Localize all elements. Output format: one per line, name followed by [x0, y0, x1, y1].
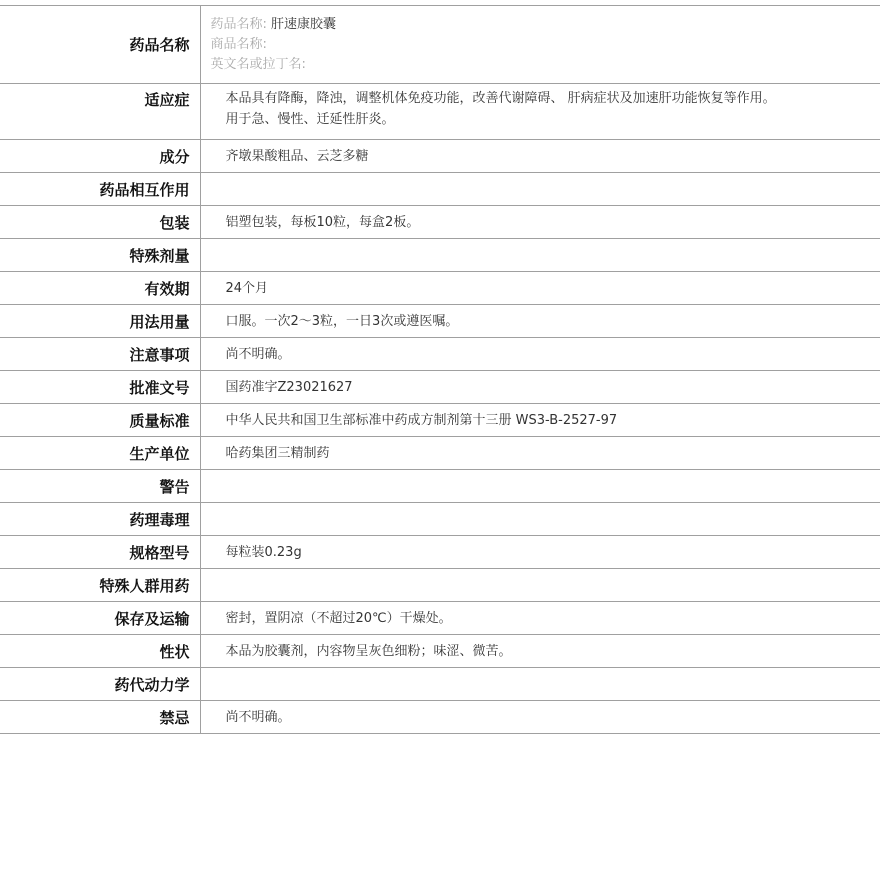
row-packaging: [0, 206, 880, 239]
row-specification: [0, 536, 880, 569]
row-precautions: [0, 338, 880, 371]
row-label: 规格型号: [0, 536, 200, 569]
row-label: 适应症: [0, 84, 200, 140]
row-label: 药品名称: [0, 6, 200, 84]
row-label: 成分: [0, 140, 200, 173]
row-storage: [0, 602, 880, 635]
row-label: 生产单位: [0, 437, 200, 470]
row-special-populations: [0, 569, 880, 602]
row-value: [200, 84, 880, 140]
row-value: 中华人民共和国卫生部标准中药成方制剂第十三册 WS3-B-2527-97: [200, 404, 880, 437]
generic-name-label: 药品名称:: [210, 16, 267, 32]
english-name-line: [211, 55, 880, 75]
row-label: 警告: [0, 470, 200, 503]
row-label: 质量标准: [0, 404, 200, 437]
indication-text: 本品具有降酶，降浊，调整机体免疫功能，改善代谢障碍、 肝病症状及加速肝功能恢复等作用。用于急、慢性、迁延性肝炎。: [225, 91, 776, 127]
row-dosage: [0, 305, 880, 338]
row-label: 药品相互作用: [0, 173, 200, 206]
row-label: 批准文号: [0, 371, 200, 404]
row-pharmacology: [0, 503, 880, 536]
row-label: 特殊人群用药: [0, 569, 200, 602]
row-label: 有效期: [0, 272, 200, 305]
row-warning: [0, 470, 880, 503]
generic-name-line: [211, 15, 880, 35]
row-special-dosage: [0, 239, 880, 272]
row-label: 保存及运输: [0, 602, 200, 635]
row-drug-name: [0, 6, 880, 84]
row-value: [200, 6, 880, 84]
row-value: 铝塑包装，每板10粒，每盒2板。: [200, 206, 880, 239]
row-value: 24个月: [200, 272, 880, 305]
row-value: 尚不明确。: [200, 338, 880, 371]
row-label: 药理毒理: [0, 503, 200, 536]
row-label: 注意事项: [0, 338, 200, 371]
row-label: 药代动力学: [0, 668, 200, 701]
row-label: 禁忌: [0, 701, 200, 734]
row-approval-number: [0, 371, 880, 404]
row-value: 哈药集团三精制药: [200, 437, 880, 470]
row-value: 国药准字Z23021627: [200, 371, 880, 404]
row-value: 尚不明确。: [200, 701, 880, 734]
row-manufacturer: [0, 437, 880, 470]
row-label: 特殊剂量: [0, 239, 200, 272]
row-value: 本品为胶囊剂，内容物呈灰色细粉；味涩、微苦。: [200, 635, 880, 668]
generic-name-value: 肝速康胶囊: [271, 16, 337, 32]
row-value: [200, 668, 880, 701]
row-value: 齐墩果酸粗品、云芝多糖: [200, 140, 880, 173]
row-value: [200, 239, 880, 272]
trade-name-label: 商品名称:: [210, 36, 267, 52]
row-quality-standard: [0, 404, 880, 437]
row-value: 密封，置阴凉（不超过20℃）干燥处。: [200, 602, 880, 635]
row-contraindications: [0, 701, 880, 734]
row-shelf-life: [0, 272, 880, 305]
row-pharmacokinetics: [0, 668, 880, 701]
row-value: 口服。一次2～3粒，一日3次或遵医嘱。: [200, 305, 880, 338]
row-interactions: [0, 173, 880, 206]
row-label: 包装: [0, 206, 200, 239]
row-ingredients: [0, 140, 880, 173]
drug-info-table: [0, 5, 880, 734]
english-name-label: 英文名或拉丁名:: [210, 56, 306, 72]
row-label: 性状: [0, 635, 200, 668]
row-label: 用法用量: [0, 305, 200, 338]
row-indication: [0, 84, 880, 140]
trade-name-line: [211, 35, 880, 55]
row-value: 每粒装0.23g: [200, 536, 880, 569]
row-value: [200, 503, 880, 536]
row-value: [200, 569, 880, 602]
row-value: [200, 173, 880, 206]
row-description: [0, 635, 880, 668]
row-value: [200, 470, 880, 503]
